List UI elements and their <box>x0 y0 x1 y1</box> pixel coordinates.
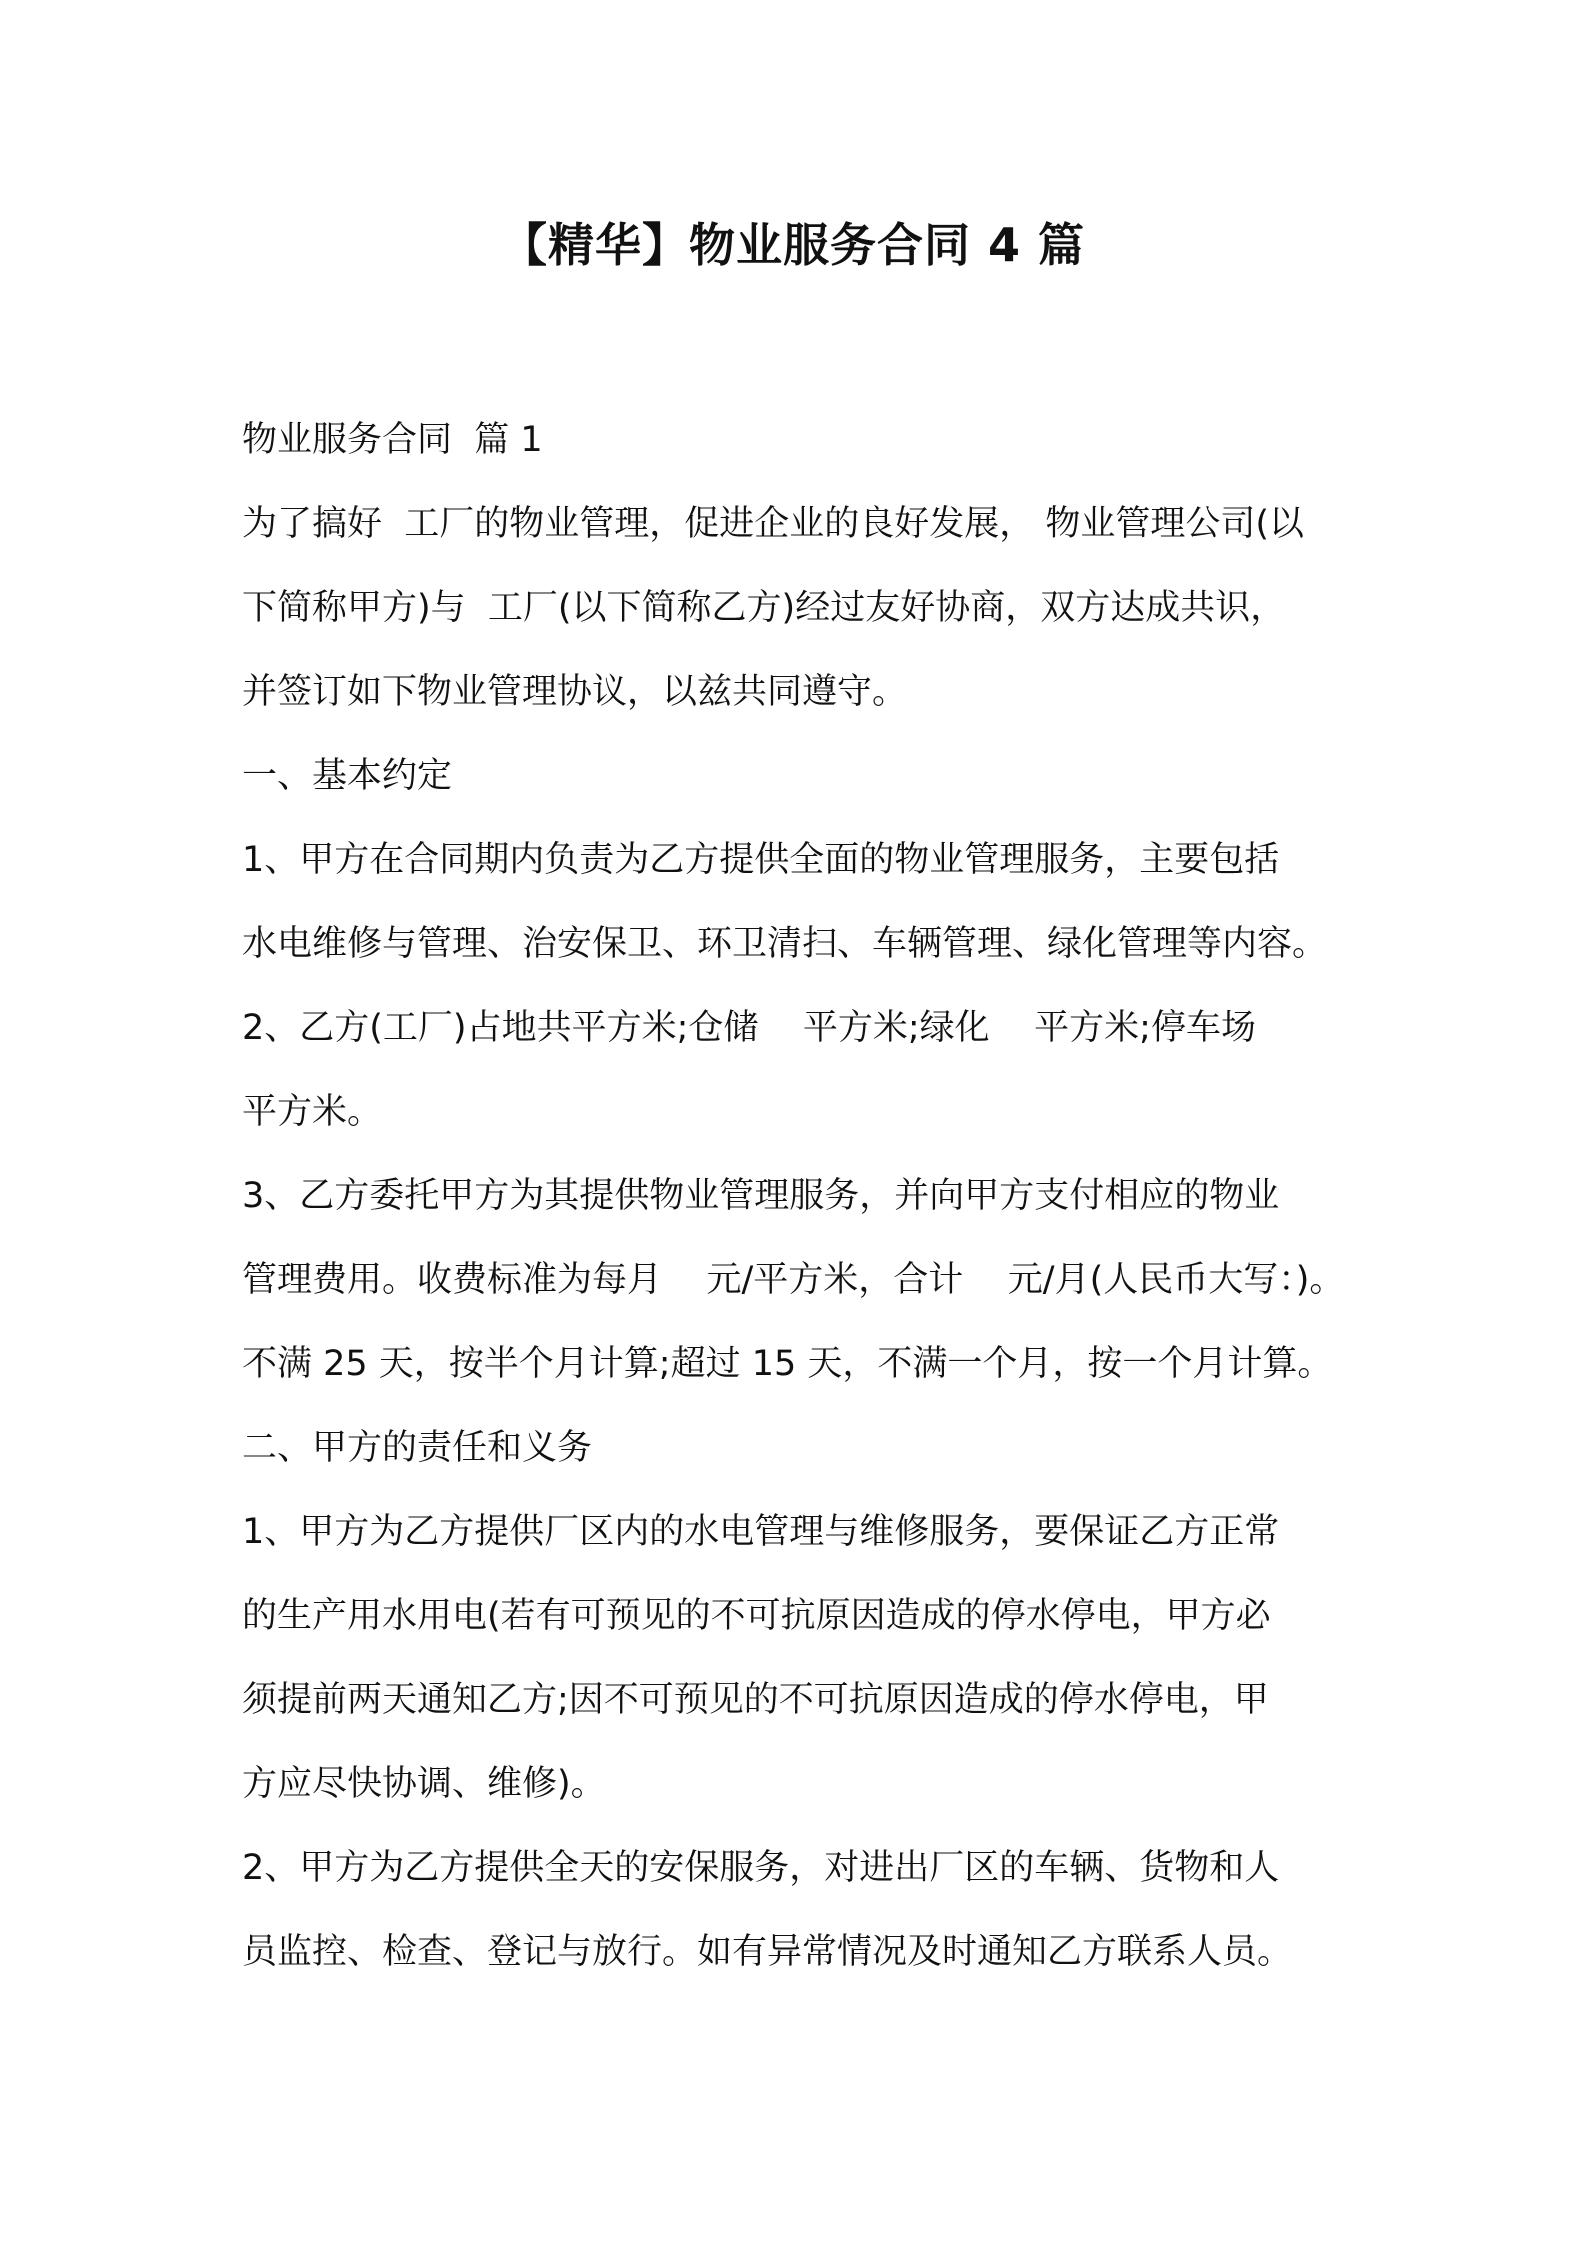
clause-2-line-2: 平方米。 <box>242 1092 383 1132</box>
duty-1-line-3: 须提前两天通知乙方;因不可预见的不可抗原因造成的停水停电，甲 <box>242 1680 1269 1720</box>
intro-paragraph-line-1: 为了搞好 工厂的物业管理，促进企业的良好发展， 物业管理公司(以 <box>242 504 1305 544</box>
section-heading-basic-terms: 一、基本约定 <box>242 756 453 796</box>
document-title: 【精华】物业服务合同 4 篇 <box>500 218 1086 272</box>
clause-3-line-1: 3、乙方委托甲方为其提供物业管理服务，并向甲方支付相应的物业 <box>242 1176 1280 1216</box>
document-body <box>242 398 1372 1994</box>
duty-1-line-4: 方应尽快协调、维修)。 <box>242 1764 606 1804</box>
clause-2-line-1: 2、乙方(工厂)占地共平方米;仓储 平方米;绿化 平方米;停车场 <box>242 1008 1256 1048</box>
section-heading-party-a-duties: 二、甲方的责任和义务 <box>242 1428 593 1468</box>
intro-paragraph-line-2: 下简称甲方)与 工厂(以下简称乙方)经过友好协商，双方达成共识， <box>242 588 1286 628</box>
duty-1-line-2: 的生产用水用电(若有可预见的不可抗原因造成的停水停电，甲方必 <box>242 1596 1271 1636</box>
clause-3-line-2: 管理费用。收费标准为每月 元/平方米，合计 元/月(人民币大写：)。 <box>242 1260 1345 1300</box>
intro-paragraph-line-3: 并签订如下物业管理协议，以兹共同遵守。 <box>242 672 908 712</box>
duty-2-line-2: 员监控、检查、登记与放行。如有异常情况及时通知乙方联系人员。 <box>242 1932 1293 1972</box>
duty-2-line-1: 2、甲方为乙方提供全天的安保服务，对进出厂区的车辆、货物和人 <box>242 1848 1280 1888</box>
duty-1-line-1: 1、甲方为乙方提供厂区内的水电管理与维修服务，要保证乙方正常 <box>242 1512 1280 1552</box>
clause-3-line-3: 不满 25 天，按半个月计算;超过 15 天，不满一个月，按一个月计算。 <box>242 1344 1333 1384</box>
section-heading-part-1: 物业服务合同 篇 1 <box>242 420 543 460</box>
clause-1-line-2: 水电维修与管理、治安保卫、环卫清扫、车辆管理、绿化管理等内容。 <box>242 924 1328 964</box>
clause-1-line-1: 1、甲方在合同期内负责为乙方提供全面的物业管理服务，主要包括 <box>242 840 1280 880</box>
